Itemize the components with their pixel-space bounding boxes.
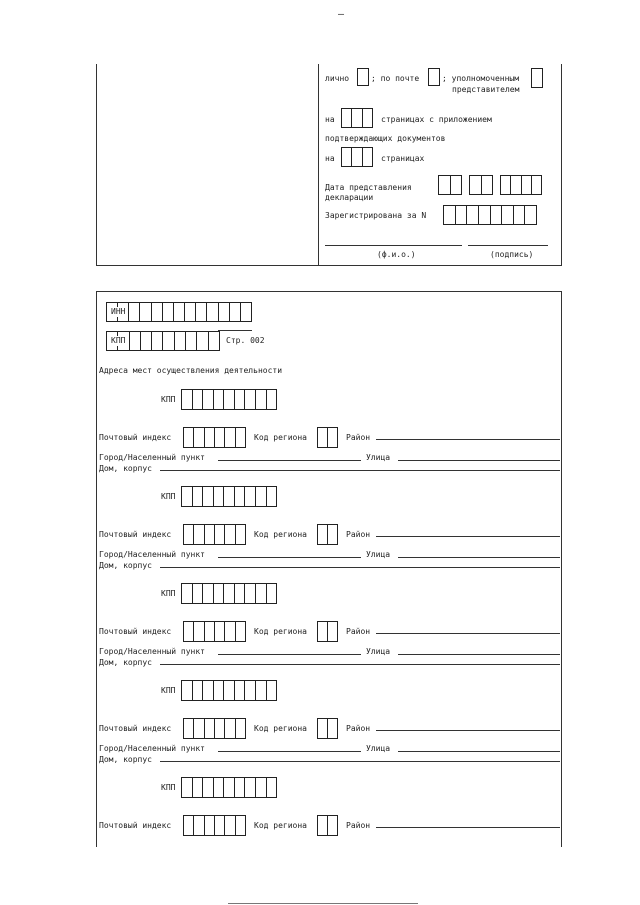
postal-label: Почтовый индекс — [99, 821, 172, 830]
district-input[interactable] — [376, 730, 560, 731]
district-label: Район — [346, 530, 371, 539]
method-rep-label-2: представителем — [452, 85, 520, 94]
pages-count-field[interactable] — [341, 147, 373, 167]
house-label: Дом, корпус — [99, 561, 152, 570]
region-field[interactable] — [317, 718, 338, 739]
pages-label: страницах — [381, 154, 425, 163]
date-label-2: декларации — [325, 193, 374, 202]
method-rep-box[interactable] — [531, 68, 543, 88]
kpp-label: КПП — [161, 589, 176, 598]
region-field[interactable] — [317, 524, 338, 545]
fio-caption: (ф.и.о.) — [377, 250, 416, 259]
method-personal-label: лично — [325, 74, 350, 83]
district-label: Район — [346, 821, 371, 830]
signature-line[interactable] — [468, 245, 548, 246]
kpp-field[interactable] — [181, 680, 277, 701]
street-input[interactable] — [398, 460, 560, 461]
postal-label: Почтовый индекс — [99, 724, 172, 733]
city-label: Город/Населенный пункт — [99, 744, 205, 753]
confirming-docs-label: подтверждающих документов — [325, 134, 446, 143]
region-field[interactable] — [317, 815, 338, 836]
inn-label: ИНН — [111, 307, 126, 316]
city-label: Город/Населенный пункт — [99, 453, 205, 462]
date-year-field[interactable] — [500, 175, 542, 195]
district-label: Район — [346, 724, 371, 733]
district-input[interactable] — [376, 827, 560, 828]
method-mail-box[interactable] — [428, 68, 440, 86]
fio-line[interactable] — [325, 245, 462, 246]
kpp-field[interactable] — [181, 583, 277, 604]
house-label: Дом, корпус — [99, 658, 152, 667]
kpp-label: КПП — [161, 395, 176, 404]
page-number: Стр. 002 — [226, 336, 265, 345]
house-input[interactable] — [160, 567, 560, 568]
district-input[interactable] — [376, 536, 560, 537]
kpp-label: КПП — [161, 686, 176, 695]
street-label: Улица — [366, 744, 391, 753]
date-month-field[interactable] — [469, 175, 493, 195]
postal-field[interactable] — [183, 718, 246, 739]
method-rep-label: ; уполномоченным — [442, 74, 520, 83]
registration-number-field[interactable] — [443, 205, 537, 225]
pages-with-attachments-field[interactable] — [341, 108, 373, 128]
kpp-field[interactable] — [181, 486, 277, 507]
pages-na2-label: на — [325, 154, 335, 163]
region-label: Код региона — [254, 530, 307, 539]
registered-label: Зарегистрирована за N — [325, 211, 427, 220]
house-input[interactable] — [160, 664, 560, 665]
city-input[interactable] — [218, 751, 361, 752]
kpp-label: КПП — [161, 783, 176, 792]
district-input[interactable] — [376, 633, 560, 634]
postal-label: Почтовый индекс — [99, 433, 172, 442]
city-label: Город/Населенный пункт — [99, 550, 205, 559]
street-input[interactable] — [398, 557, 560, 558]
city-input[interactable] — [218, 557, 361, 558]
postal-field[interactable] — [183, 524, 246, 545]
city-label: Город/Населенный пункт — [99, 647, 205, 656]
postal-label: Почтовый индекс — [99, 530, 172, 539]
pages-with-label: страницах с приложением — [381, 115, 492, 124]
postal-field[interactable] — [183, 427, 246, 448]
house-label: Дом, корпус — [99, 464, 152, 473]
pages-na-label: на — [325, 115, 335, 124]
house-input[interactable] — [160, 761, 560, 762]
postal-field[interactable] — [183, 621, 246, 642]
region-field[interactable] — [317, 621, 338, 642]
house-input[interactable] — [160, 470, 560, 471]
street-input[interactable] — [398, 654, 560, 655]
region-label: Код региона — [254, 724, 307, 733]
region-label: Код региона — [254, 627, 307, 636]
kpp-label: КПП — [161, 492, 176, 501]
method-personal-box[interactable] — [357, 68, 369, 86]
kpp-field[interactable] — [181, 389, 277, 410]
method-mail-label: ; по почте — [371, 74, 420, 83]
district-label: Район — [346, 433, 371, 442]
date-day-field[interactable] — [438, 175, 462, 195]
bottom-edge — [228, 903, 418, 904]
postal-field[interactable] — [183, 815, 246, 836]
region-field[interactable] — [317, 427, 338, 448]
street-input[interactable] — [398, 751, 560, 752]
page-mark: – — [338, 9, 345, 20]
house-label: Дом, корпус — [99, 755, 152, 764]
region-label: Код региона — [254, 821, 307, 830]
signature-caption: (подпись) — [490, 250, 534, 259]
district-label: Район — [346, 627, 371, 636]
district-input[interactable] — [376, 439, 560, 440]
city-input[interactable] — [218, 654, 361, 655]
region-label: Код региона — [254, 433, 307, 442]
street-label: Улица — [366, 550, 391, 559]
street-label: Улица — [366, 453, 391, 462]
kpp-header-label: КПП — [111, 336, 126, 345]
section-title: Адреса мест осуществления деятельности — [99, 366, 283, 375]
inn-field[interactable] — [106, 302, 252, 322]
street-label: Улица — [366, 647, 391, 656]
city-input[interactable] — [218, 460, 361, 461]
date-label: Дата представления — [325, 183, 412, 192]
kpp-field[interactable] — [181, 777, 277, 798]
postal-label: Почтовый индекс — [99, 627, 172, 636]
